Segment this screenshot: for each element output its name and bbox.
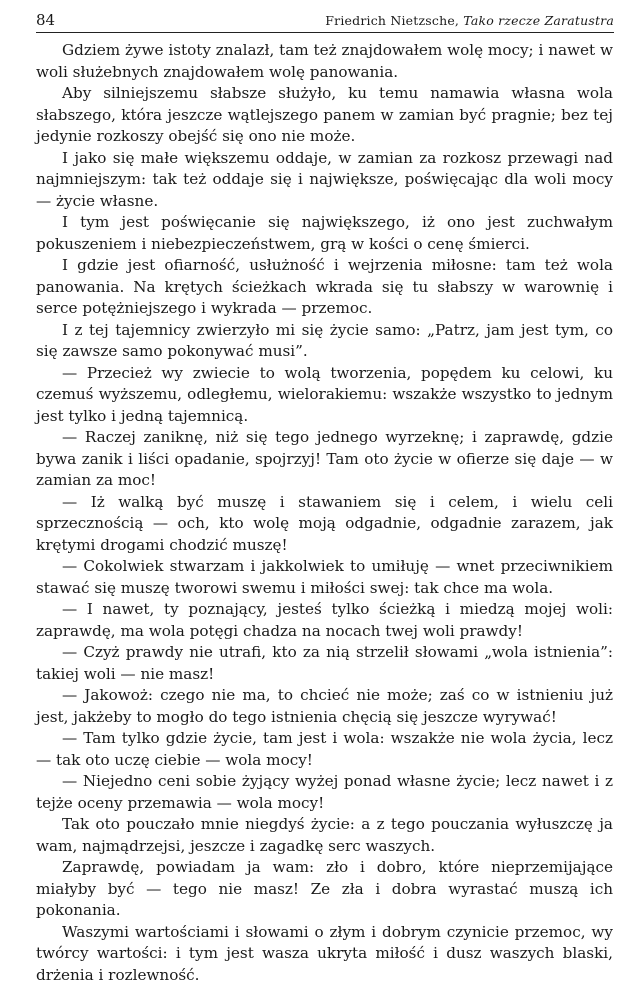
paragraph: — Czyż prawdy nie utrafi, kto za nią strzelił słowami „wola istnienia”: takiej woli — nie masz! [36, 642, 613, 685]
paragraph: I gdzie jest ofiarność, usłużność i wejrzenia miłosne: tam też wola panowania. Na krętych ścieżkach wkrada się tu słabszy w warownię i serce potężniejszego i wykrada — przemoc. [36, 255, 613, 320]
paragraph: Zaprawdę, powiadam ja wam: zło i dobro, które nieprzemijające miałyby być — tego nie masz! Ze zła i dobra wyrastać muszą ich pokonania. [36, 857, 613, 922]
paragraph: — I nawet, ty poznający, jesteś tylko ścieżką i miedzą mojej woli: zaprawdę, ma wola potęgi chadza na nocach twej woli prawdy! [36, 599, 613, 642]
running-head-author: Friedrich Nietzsche, [325, 13, 463, 28]
paragraph: — Iż walką być muszę i stawaniem się i celem, i wielu celi sprzecznością — och, kto wolę moją odgadnie, odgadnie zarazem, jak krętymi drogami chodzić muszę! [36, 492, 613, 557]
page-number: 84 [36, 11, 55, 32]
paragraph: — Przecież wy zwiecie to wolą tworzenia, popędem ku celowi, ku czemuś wyższemu, odległemu, wielorakiemu: wszakże wszystko to jednym jest tylko i jedną tajemnicą. [36, 363, 613, 428]
paragraph: Tak oto pouczało mnie niegdyś życie: a z tego pouczania wyłuszczę ja wam, najmądrzejsi, jeszcze i zagadkę serc waszych. [36, 814, 613, 857]
paragraph: Waszymi wartościami i słowami o złym i dobrym czynicie przemoc, wy twórcy wartości: i tym jest wasza ukryta miłość i dusz waszych blaski, drżenia i rozlewność. [36, 922, 613, 986]
paragraph: I jako się małe większemu oddaje, w zamian za rozkosz przewagi nad najmniejszym: tak też oddaje się i największe, poświęcając dla woli mocy — życie własne. [36, 148, 613, 213]
paragraph: — Niejedno ceni sobie żyjący wyżej ponad własne życie; lecz nawet i z tejże oceny przemawia — wola mocy! [36, 771, 613, 814]
paragraph: — Jakowoż: czego nie ma, to chcieć nie może; zaś co w istnieniu już jest, jakżeby to mogło do tego istnienia chęcią się jeszcze wyrywać! [36, 685, 613, 728]
paragraph: Gdziem żywe istoty znalazł, tam też znajdowałem wolę mocy; i nawet w woli służebnych znajdowałem wolę panowania. [36, 40, 613, 83]
paragraph: I tym jest poświęcanie się największego, iż ono jest zuchwałym pokuszeniem i niebezpieczeństwem, grą w kości o cenę śmierci. [36, 212, 613, 255]
paragraph: — Cokolwiek stwarzam i jakkolwiek to umiłuję — wnet przeciwnikiem stawać się muszę tworowi swemu i miłości swej: tak chce ma wola. [36, 556, 613, 599]
running-head-title: Tako rzecze Zaratustra [463, 13, 614, 28]
paragraph: Aby silniejszemu słabsze służyło, ku temu namawia własna wola słabszego, która jeszcze wątlejszego panem w zamian być pragnie; bez tej jedynie rozkoszy obejść się ono nie może. [36, 83, 613, 148]
paragraph: — Raczej zaniknę, niż się tego jednego wyrzeknę; i zaprawdę, gdzie bywa zanik i liści opadanie, spojrzyj! Tam oto życie w ofierze się daje — w zamian za moc! [36, 427, 613, 492]
body-text [36, 40, 613, 986]
page-header [36, 10, 614, 33]
paragraph: — Tam tylko gdzie życie, tam jest i wola: wszakże nie wola życia, lecz — tak oto uczę ciebie — wola mocy! [36, 728, 613, 771]
running-head [325, 13, 614, 32]
paragraph: I z tej tajemnicy zwierzyło mi się życie samo: „Patrz, jam jest tym, co się zawsze samo pokonywać musi”. [36, 320, 613, 363]
